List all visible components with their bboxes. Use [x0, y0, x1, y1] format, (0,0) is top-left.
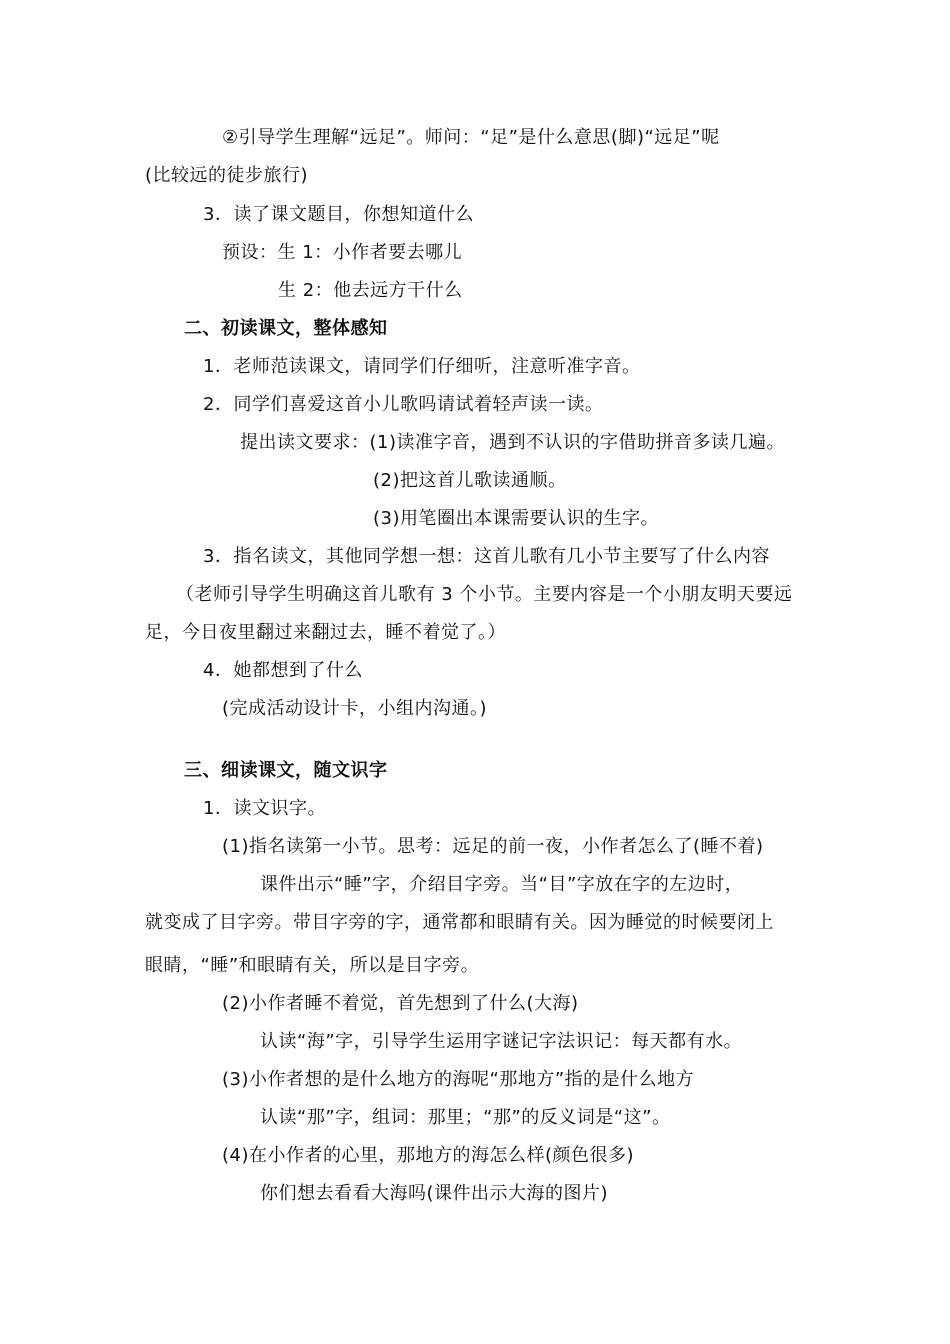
paragraph-line: 你们想去看看大海吗(课件出示大海的图片)	[260, 1183, 609, 1204]
paragraph-line: (2)把这首儿歌读通顺。	[373, 470, 567, 491]
list-item: 1．老师范读课文，请同学们仔细听，注意听准字音。	[203, 356, 641, 377]
paragraph-line: 预设：生 1：小作者要去哪儿	[222, 242, 463, 263]
section-heading: 二、初读课文，整体感知	[184, 318, 388, 339]
list-item: 3．读了课文题目，你想知道什么	[203, 204, 474, 225]
paragraph-line: ②引导学生理解“远足”。师问：“足”是什么意思(脚)“远足”呢	[222, 127, 720, 148]
list-item: 2．同学们喜爱这首小儿歌吗请试着轻声读一读。	[203, 394, 604, 415]
paragraph-line: 提出读文要求：(1)读准字音，遇到不认识的字借助拼音多读几遍。	[240, 432, 785, 453]
paragraph-line: (3)用笔圈出本课需要认识的生字。	[373, 508, 659, 529]
paragraph-line: 足，今日夜里翻过来翻过去，睡不着觉了。）	[145, 622, 506, 643]
paragraph-line: 眼睛，“睡”和眼睛有关，所以是目字旁。	[145, 955, 480, 976]
paragraph-line: 就变成了目字旁。带目字旁的字，通常都和眼睛有关。因为睡觉的时候要闭上	[145, 912, 774, 933]
list-item: 1．读文识字。	[203, 798, 326, 819]
paragraph-line: (比较远的徒步旅行)	[145, 165, 309, 186]
paragraph-line: 认读“海”字，引导学生运用字谜记字法识记：每天都有水。	[260, 1031, 743, 1052]
paragraph-line: (3)小作者想的是什么地方的海呢“那地方”指的是什么地方	[222, 1069, 695, 1090]
paragraph-line: 生 2：他去远方干什么	[278, 280, 463, 301]
paragraph-line: 认读“那”字，组词：那里；“那”的反义词是“这”。	[260, 1107, 671, 1128]
paragraph-line: (4)在小作者的心里，那地方的海怎么样(颜色很多)	[222, 1145, 635, 1166]
paragraph-line: 课件出示“睡”字，介绍目字旁。当“目”字放在字的左边时，	[260, 874, 744, 895]
list-item: 4．她都想到了什么	[203, 660, 363, 681]
paragraph-line: (完成活动设计卡，小组内沟通。)	[222, 698, 488, 719]
paragraph-line: (2)小作者睡不着觉，首先想到了什么(大海)	[222, 993, 579, 1014]
paragraph-line: (1)指名读第一小节。思考：远足的前一夜，小作者怎么了(睡不着)	[222, 836, 764, 857]
section-heading: 三、细读课文，随文识字	[184, 760, 388, 781]
paragraph-line: （老师引导学生明确这首儿歌有 3 个小节。主要内容是一个小朋友明天要远	[176, 584, 793, 605]
list-item: 3．指名读文，其他同学想一想：这首儿歌有几小节主要写了什么内容	[203, 546, 770, 567]
